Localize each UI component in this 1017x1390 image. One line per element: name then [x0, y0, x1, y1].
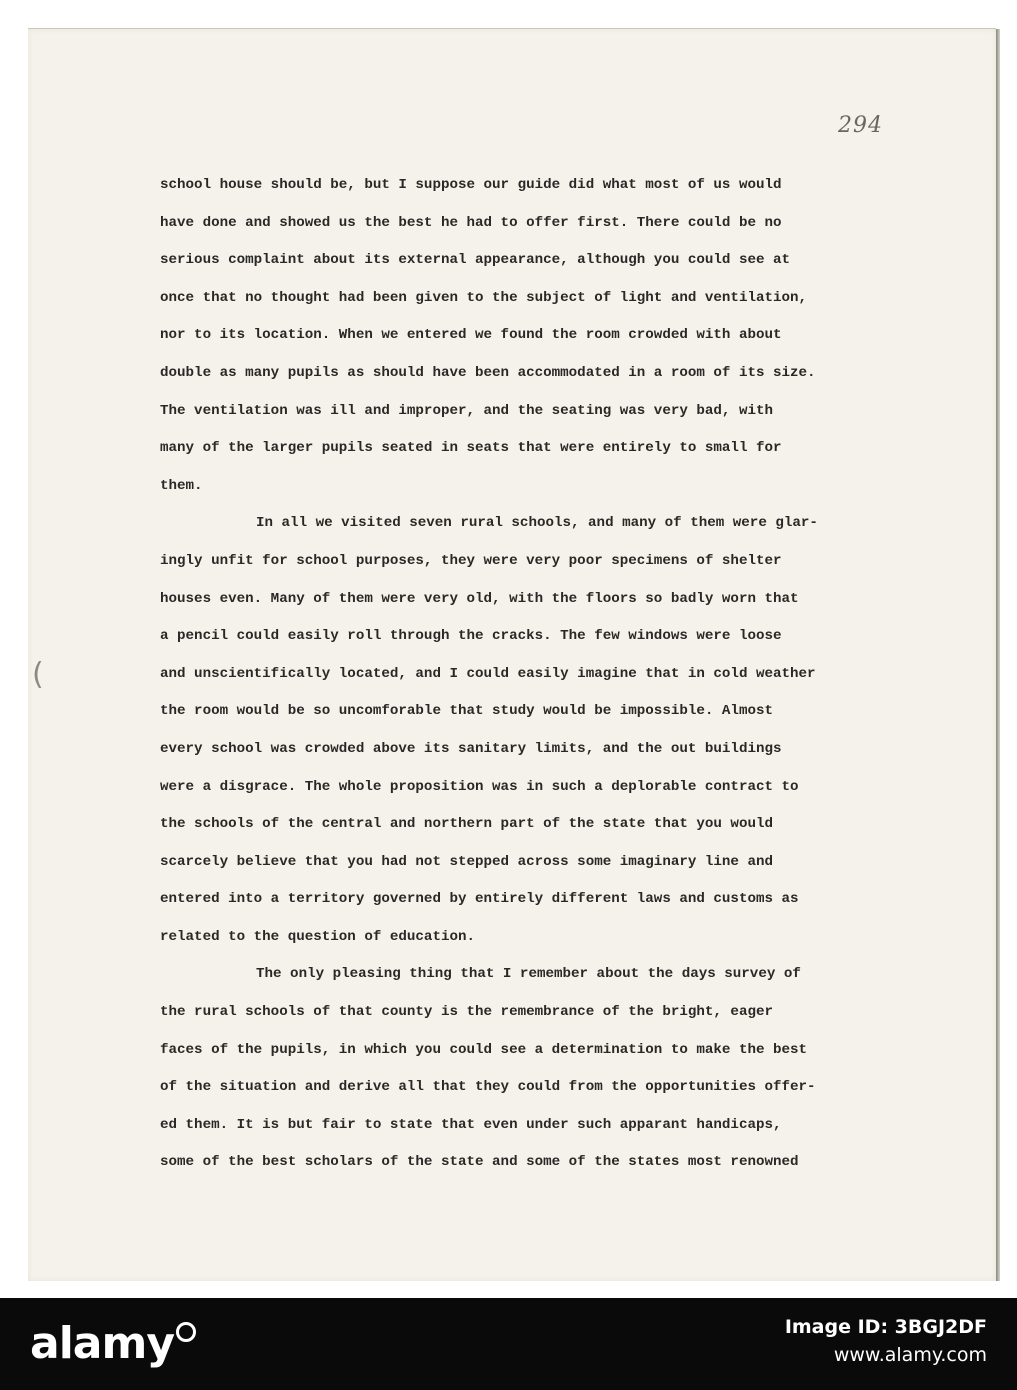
text-line: scarcely believe that you had not stepped across some imaginary line and: [160, 853, 773, 870]
text-line: were a disgrace. The whole proposition was in such a deplorable contract to: [160, 778, 799, 795]
text-line: nor to its location. When we entered we found the room crowded with about: [160, 327, 782, 344]
text-line: of the situation and derive all that they could from the opportunities offer-: [160, 1079, 816, 1096]
text-line: some of the best scholars of the state and some of the states most renowned: [160, 1154, 799, 1171]
text-line: houses even. Many of them were very old, with the floors so badly worn that: [160, 590, 799, 607]
stock-url: www.alamy.com: [833, 1344, 987, 1366]
alamy-logo: [30, 1318, 196, 1369]
text-line: and unscientifically located, and I could easily imagine that in cold weather: [160, 665, 816, 682]
text-line: have done and showed us the best he had to offer first. There could be no: [160, 214, 782, 231]
image-id: Image ID: 3BGJ2DF: [784, 1316, 987, 1338]
text-line: the rural schools of that county is the remembrance of the bright, eager: [160, 1004, 773, 1021]
text-line: the schools of the central and northern part of the state that you would: [160, 816, 773, 833]
text-line: the room would be so uncomforable that study would be impossible. Almost: [160, 703, 773, 720]
page-number: 294: [838, 113, 883, 138]
text-line: once that no thought had been given to the subject of light and ventilation,: [160, 289, 808, 306]
text-line: serious complaint about its external appearance, although you could see at: [160, 252, 791, 269]
typewritten-page: [28, 28, 996, 1281]
text-line: many of the larger pupils seated in seats that were entirely to small for: [160, 440, 782, 457]
text-line: ingly unfit for school purposes, they were very poor specimens of shelter: [160, 552, 782, 569]
text-line: entered into a territory governed by entirely different laws and customs as: [160, 891, 799, 908]
text-line: every school was crowded above its sanitary limits, and the out buildings: [160, 740, 782, 757]
text-line: faces of the pupils, in which you could see a determination to make the best: [160, 1041, 808, 1058]
stock-meta: [785, 1316, 987, 1366]
text-line: double as many pupils as should have been accommodated in a room of its size.: [160, 364, 816, 381]
alamy-logo-text: alamy: [30, 1318, 174, 1369]
paper-edge: [996, 29, 1000, 1281]
text-line: The ventilation was ill and improper, and the seating was very bad, with: [160, 402, 773, 419]
text-line: school house should be, but I suppose our guide did what most of us would: [160, 177, 782, 193]
text-line: a pencil could easily roll through the cracks. The few windows were loose: [160, 628, 782, 645]
body-text: [160, 167, 890, 1182]
paragraph-start-line: The only pleasing thing that I remember about the days survey of: [256, 966, 801, 983]
paragraph-start-line: In all we visited seven rural schools, and many of them were glar-: [256, 515, 818, 532]
stock-watermark-bar: [0, 1298, 1017, 1390]
alamy-logo-icon: [176, 1322, 196, 1342]
text-line: related to the question of education.: [160, 928, 476, 945]
text-line: them.: [160, 477, 203, 494]
margin-pencil-mark: (: [32, 657, 44, 692]
text-line: ed them. It is but fair to state that even under such apparant handicaps,: [160, 1116, 782, 1133]
